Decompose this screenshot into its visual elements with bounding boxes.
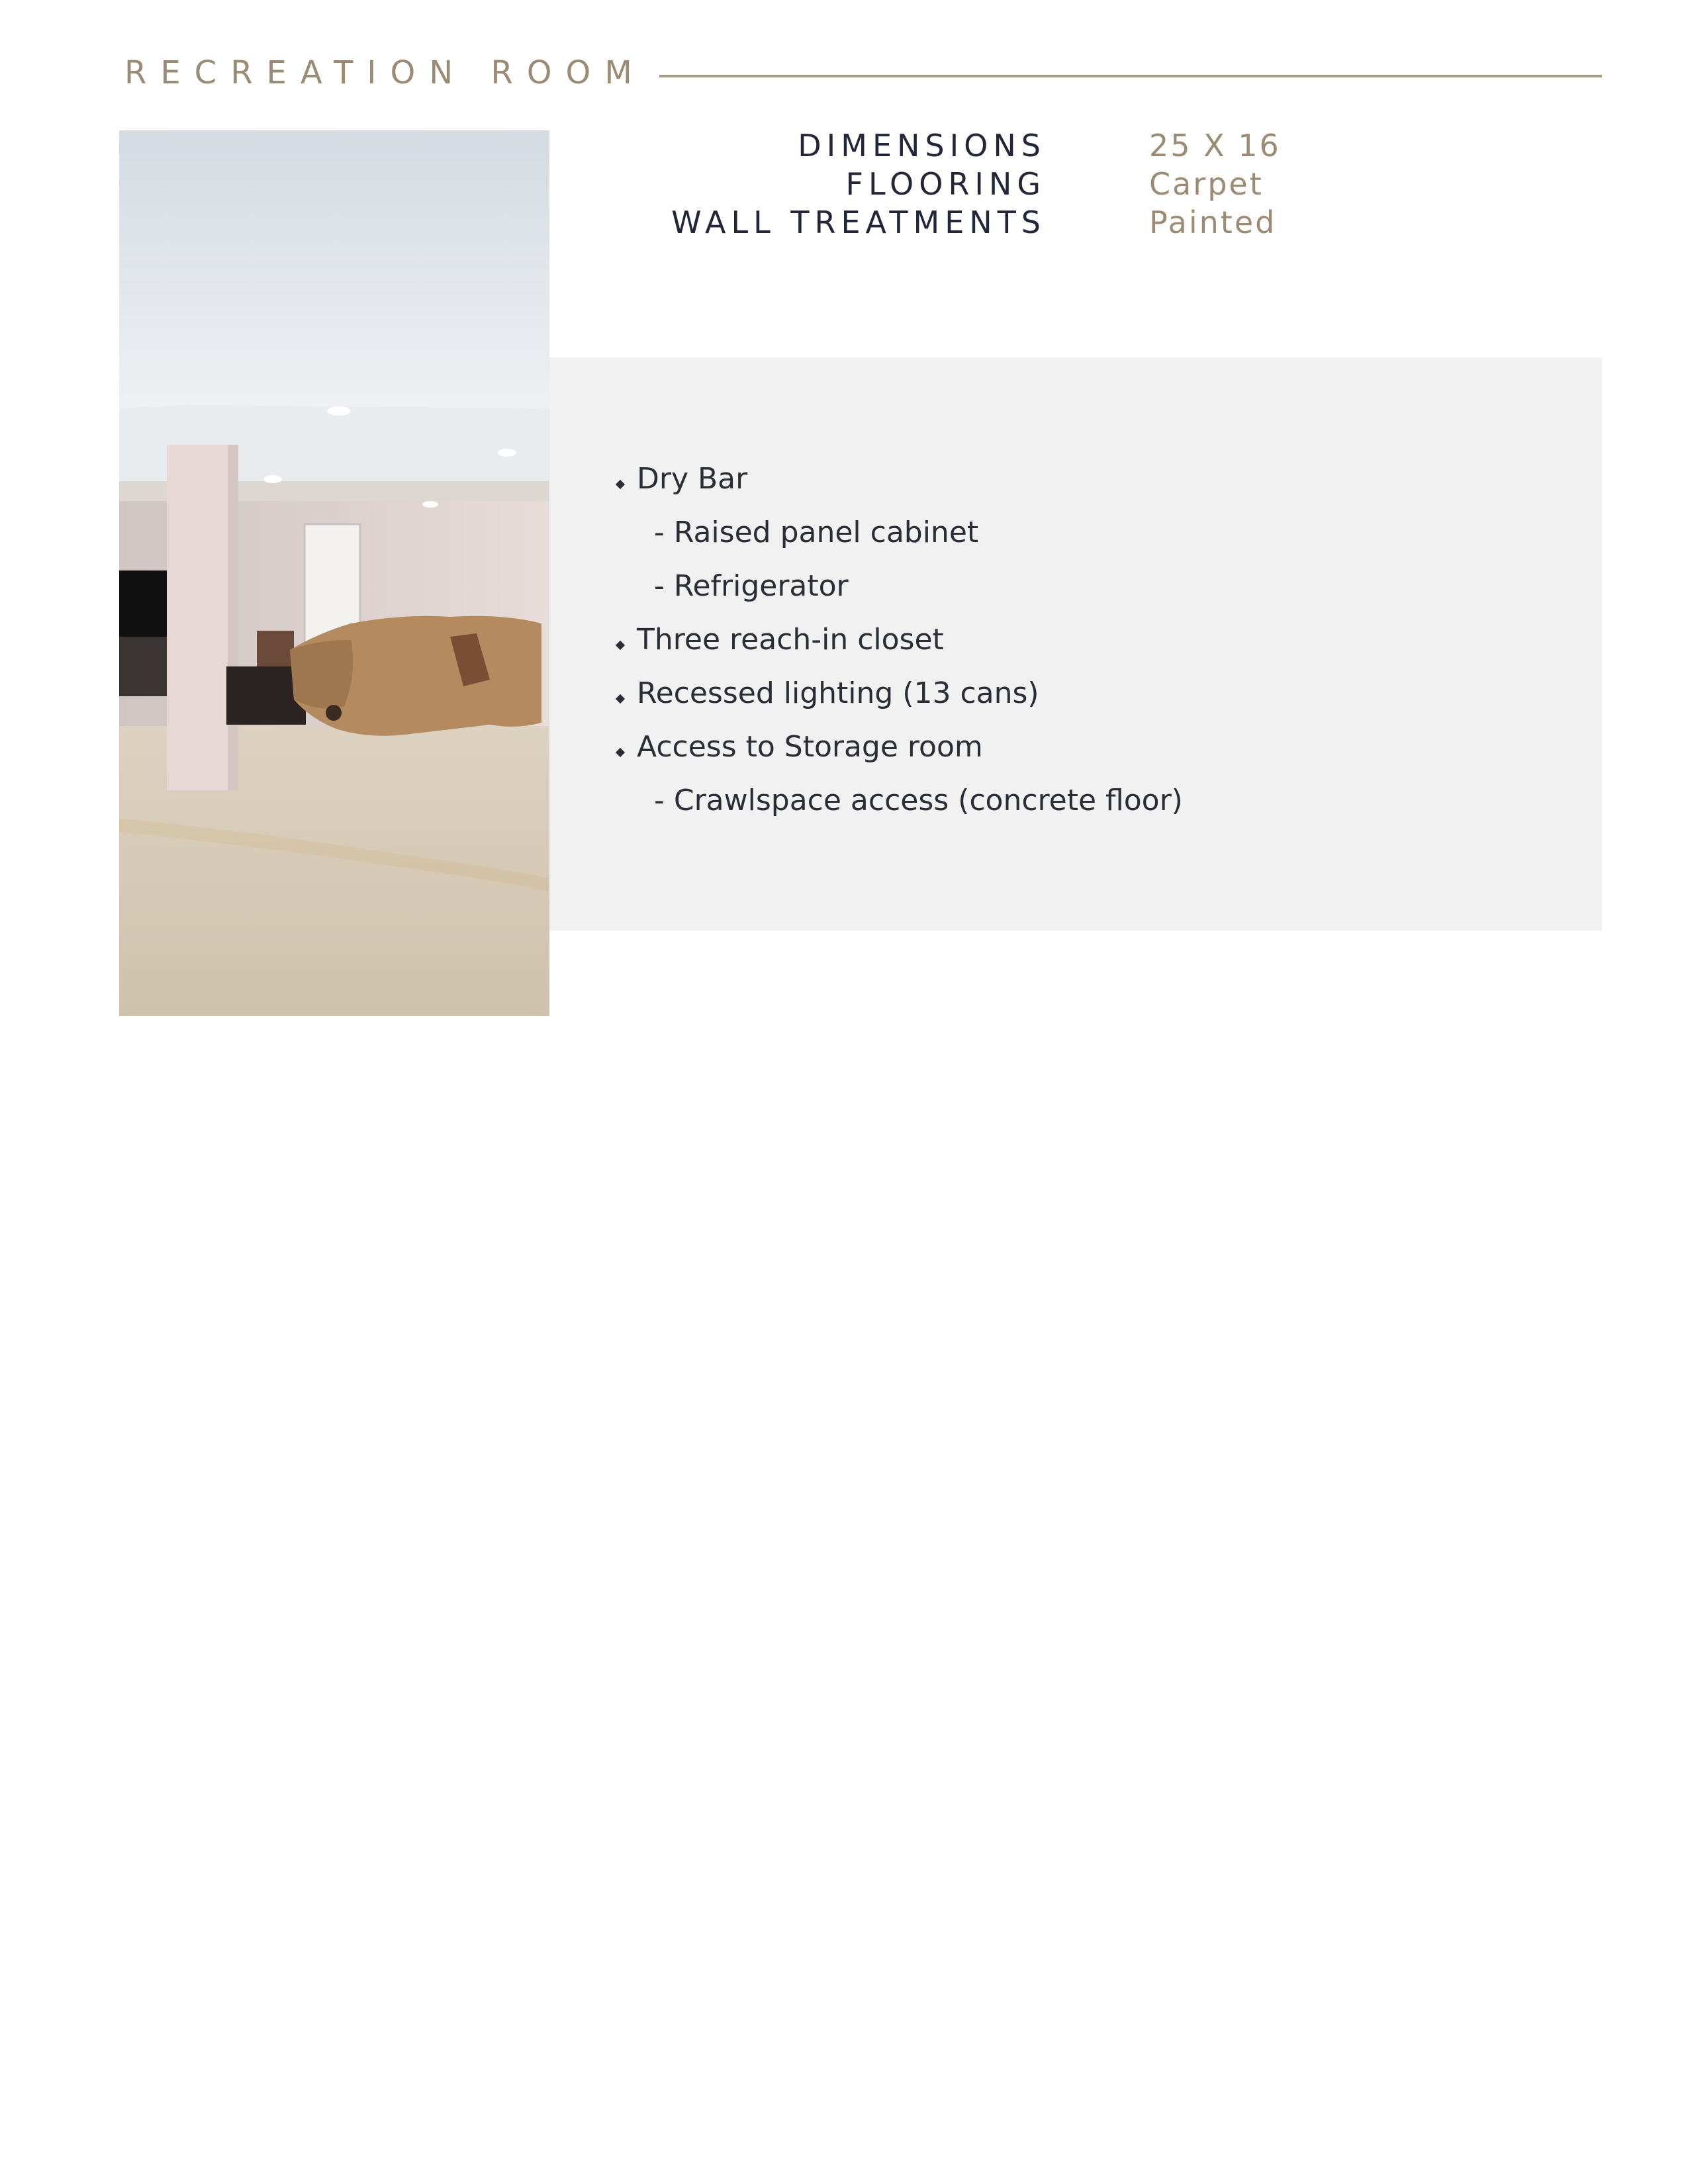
room-photo [119, 130, 549, 1016]
feature-subitem: - Raised panel cabinet [654, 516, 979, 549]
spec-label-dimensions: DIMENSIONS [798, 128, 1046, 163]
bullet-icon [616, 641, 625, 650]
spec-label-wall-treatments: WALL TREATMENTS [671, 205, 1046, 240]
spec-value-wall-treatments: Painted [1149, 205, 1277, 240]
feature-item: Recessed lighting (13 cans) [637, 676, 1039, 710]
spec-label-flooring: FLOORING [845, 166, 1046, 202]
bullet-icon [616, 480, 625, 489]
page-title: RECREATION ROOM [124, 54, 646, 91]
bullet-icon [616, 694, 625, 704]
spec-row-dimensions [596, 126, 1589, 165]
feature-item: Dry Bar [637, 462, 748, 496]
spec-value-flooring: Carpet [1149, 166, 1264, 202]
features-panel [549, 357, 1602, 931]
feature-item: Access to Storage room [637, 730, 983, 764]
feature-item: Three reach-in closet [637, 623, 944, 657]
heading-divider [659, 75, 1602, 77]
spec-row-wall-treatments [596, 203, 1589, 242]
spec-row-flooring [596, 164, 1589, 204]
feature-subitem: - Crawlspace access (concrete floor) [654, 784, 1183, 817]
bullet-icon [616, 748, 625, 757]
feature-subitem: - Refrigerator [654, 569, 849, 603]
spec-value-dimensions: 25 X 16 [1149, 128, 1281, 163]
